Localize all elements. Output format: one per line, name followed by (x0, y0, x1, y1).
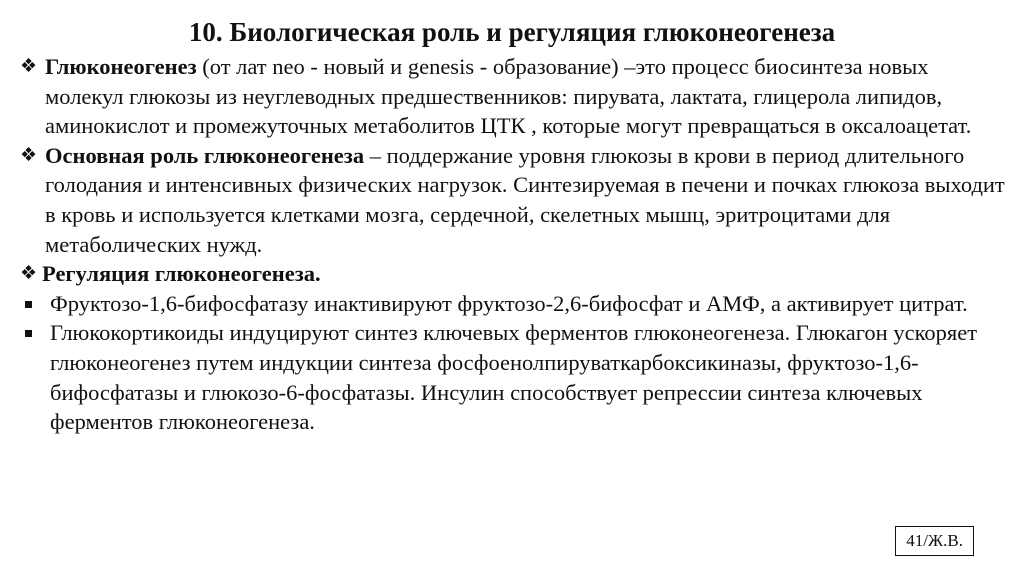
bullet-item-regulation-heading (18, 259, 1008, 289)
square-bullet-icon (25, 330, 32, 337)
bullet-item-fructose-bisphosphatase (18, 289, 1008, 319)
definition-text: (от лат neo - новый и genesis - образование) –это процесс биосинтеза новых молекул глюкозы из неуглеводных предшественников: пирувата, лактата, глицерола липидов, аминокислот и промежуточных метаболитов ЦТК , которые могут превращаться в оксалоацетат. (45, 54, 972, 139)
term-gluconeogenesis: Глюконеогенез (45, 54, 197, 79)
fructose-bisphosphatase-text: Фруктозо-1,6-бифосфатазу инактивируют фруктозо-2,6-бифосфат и АМФ, а активирует цитрат. (50, 290, 968, 316)
bullet-item-hormones (18, 318, 1008, 436)
slide-content (18, 52, 1008, 437)
diamond-star-bullet-icon: ❖ (20, 263, 38, 285)
diamond-star-bullet-icon: ❖ (20, 144, 38, 166)
page-number-label: 41/Ж.В. (895, 526, 974, 556)
main-role-text: – поддержание уровня глюкозы в крови в период длительного голодания и интенсивных физических нагрузок. Синтезируемая в печени и почках глюкоза выходит в кровь и используется клетками мозга, сердечной, скелетных мышц, эритроцитами для метаболических нужд. (45, 142, 1005, 257)
square-bullet-icon (25, 301, 32, 308)
bullet-item-main-role (18, 141, 1008, 259)
hormones-text: Глюкокортикоиды индуцируют синтез ключевых ферментов глюконеогенеза. Глюкагон ускоряет глюконеогенез путем индукции синтеза фосфоенолпируваткарбоксикиназы, фруктозо-1,6-бифосфатазы и глюкозо-6-фосфатазы. Инсулин способствует репрессии синтеза ключевых ферментов глюконеогенеза. (50, 320, 978, 435)
bullet-item-gluconeogenesis-definition (18, 52, 1008, 141)
term-regulation: Регуляция глюконеогенеза. (42, 261, 321, 287)
term-main-role: Основная роль глюконеогенеза (45, 142, 365, 168)
slide-title: 10. Биологическая роль и регуляция глюконеогенеза (188, 17, 836, 47)
diamond-star-bullet-icon: ❖ (20, 56, 38, 77)
